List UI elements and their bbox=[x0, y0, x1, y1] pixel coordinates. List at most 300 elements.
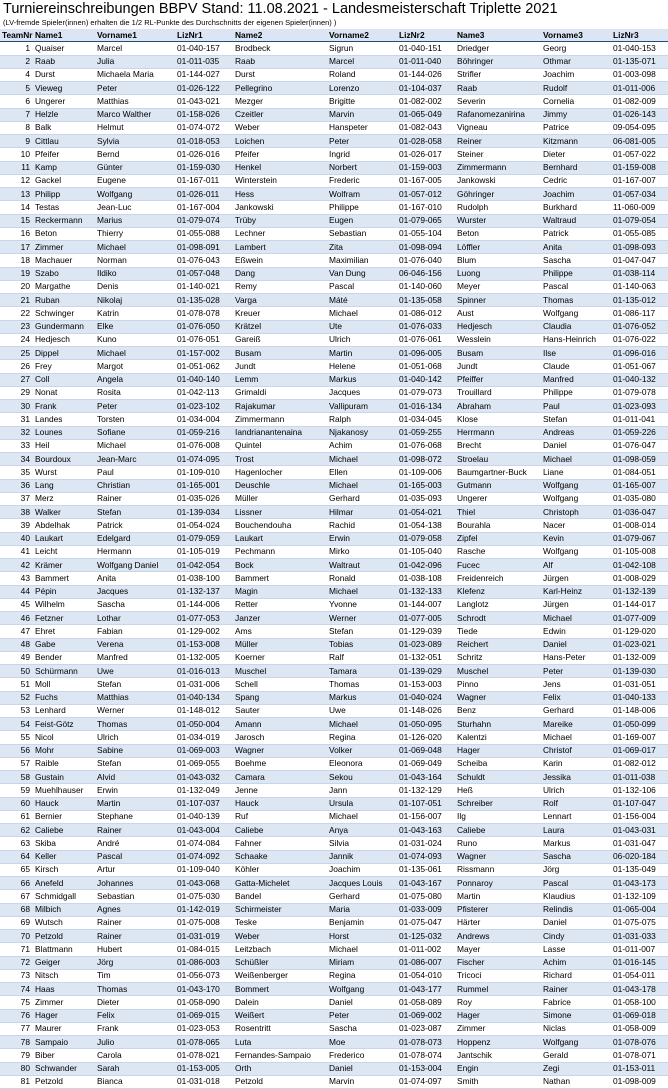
table-row bbox=[0, 784, 668, 797]
cell-team-number: 43 bbox=[0, 572, 33, 585]
cell-vorname2: Brigitte bbox=[327, 95, 397, 108]
cell-vorname1: Stefan bbox=[95, 757, 175, 770]
cell-team-number: 72 bbox=[0, 956, 33, 969]
cell-vorname3: Peter bbox=[541, 665, 611, 678]
cell-vorname2: Regina bbox=[327, 969, 397, 982]
cell-liznr1: 01-035-026 bbox=[175, 492, 233, 505]
cell-name1: Fuchs bbox=[33, 691, 95, 704]
cell-name3: Andrews bbox=[455, 930, 541, 943]
cell-liznr3: 01-023-021 bbox=[611, 638, 668, 651]
cell-vorname3: Claudia bbox=[541, 320, 611, 333]
cell-name3: Wagner bbox=[455, 850, 541, 863]
cell-liznr1: 01-023-053 bbox=[175, 1022, 233, 1035]
col-name1-header: Name1 bbox=[33, 29, 95, 42]
table-row bbox=[0, 1075, 668, 1088]
cell-liznr1: 01-109-040 bbox=[175, 863, 233, 876]
cell-name3: Zimmermann bbox=[455, 161, 541, 174]
cell-liznr2: 01-126-020 bbox=[397, 731, 455, 744]
cell-team-number: 79 bbox=[0, 1049, 33, 1062]
cell-liznr3: 01-082-012 bbox=[611, 757, 668, 770]
cell-name1: Nonat bbox=[33, 386, 95, 399]
cell-name3: Hager bbox=[455, 744, 541, 757]
cell-name3: Raab bbox=[455, 82, 541, 95]
cell-liznr1: 01-157-002 bbox=[175, 347, 233, 360]
cell-vorname1: Sofiane bbox=[95, 426, 175, 439]
cell-vorname2: Sigrun bbox=[327, 42, 397, 55]
cell-name2: Iandrianantenaina bbox=[233, 426, 327, 439]
cell-name1: Pépin bbox=[33, 585, 95, 598]
cell-name1: Wutsch bbox=[33, 916, 95, 929]
cell-vorname3: Burkhard bbox=[541, 201, 611, 214]
col-vorname2-header: Vorname2 bbox=[327, 29, 397, 42]
cell-name1: Nicol bbox=[33, 731, 95, 744]
table-row bbox=[0, 426, 668, 439]
cell-name1: Petzold bbox=[33, 1075, 95, 1088]
cell-team-number: 14 bbox=[0, 201, 33, 214]
cell-name1: Cittlau bbox=[33, 135, 95, 148]
col-teamnr-header: TeamNr bbox=[0, 29, 33, 42]
cell-liznr2: 06-046-156 bbox=[397, 267, 455, 280]
cell-vorname1: Fabian bbox=[95, 625, 175, 638]
cell-liznr2: 01-077-005 bbox=[397, 612, 455, 625]
cell-name2: Hess bbox=[233, 188, 327, 201]
cell-name2: Dalein bbox=[233, 996, 327, 1009]
cell-vorname2: Ralph bbox=[327, 413, 397, 426]
cell-team-number: 24 bbox=[0, 333, 33, 346]
cell-name1: Gabe bbox=[33, 638, 95, 651]
cell-name3: Bourahla bbox=[455, 519, 541, 532]
cell-team-number: 32 bbox=[0, 426, 33, 439]
table-row bbox=[0, 598, 668, 611]
cell-liznr3: 01-140-063 bbox=[611, 280, 668, 293]
cell-vorname1: Anita bbox=[95, 572, 175, 585]
cell-vorname2: Sekou bbox=[327, 771, 397, 784]
cell-liznr2: 01-026-017 bbox=[397, 148, 455, 161]
cell-name3: Tricoci bbox=[455, 969, 541, 982]
cell-vorname1: Bernd bbox=[95, 148, 175, 161]
cell-name3: Freidenreich bbox=[455, 572, 541, 585]
cell-name3: Reichert bbox=[455, 638, 541, 651]
table-row bbox=[0, 360, 668, 373]
table-row bbox=[0, 810, 668, 823]
cell-team-number: 42 bbox=[0, 559, 33, 572]
cell-liznr3: 01-098-009 bbox=[611, 1075, 668, 1088]
cell-name1: Laukart bbox=[33, 532, 95, 545]
cell-team-number: 75 bbox=[0, 996, 33, 1009]
cell-liznr2: 01-040-142 bbox=[397, 373, 455, 386]
cell-vorname2: Benjamin bbox=[327, 916, 397, 929]
table-row bbox=[0, 930, 668, 943]
cell-liznr1: 01-034-019 bbox=[175, 731, 233, 744]
cell-team-number: 49 bbox=[0, 651, 33, 664]
cell-liznr2: 01-156-007 bbox=[397, 810, 455, 823]
cell-name1: Milbich bbox=[33, 903, 95, 916]
cell-vorname3: Markus bbox=[541, 837, 611, 850]
cell-name2: Orth bbox=[233, 1062, 327, 1075]
cell-vorname1: Hermann bbox=[95, 545, 175, 558]
cell-liznr3: 01-036-047 bbox=[611, 506, 668, 519]
cell-name3: Hedjesch bbox=[455, 320, 541, 333]
cell-liznr2: 01-031-024 bbox=[397, 837, 455, 850]
table-row bbox=[0, 731, 668, 744]
cell-name2: Weber bbox=[233, 930, 327, 943]
table-row bbox=[0, 135, 668, 148]
cell-liznr3: 01-008-014 bbox=[611, 519, 668, 532]
cell-vorname1: Michael bbox=[95, 241, 175, 254]
cell-name1: Machauer bbox=[33, 254, 95, 267]
cell-team-number: 41 bbox=[0, 545, 33, 558]
cell-name3: Blum bbox=[455, 254, 541, 267]
table-row bbox=[0, 665, 668, 678]
cell-vorname1: Sylvia bbox=[95, 135, 175, 148]
cell-liznr1: 01-054-024 bbox=[175, 519, 233, 532]
cell-liznr2: 01-054-138 bbox=[397, 519, 455, 532]
cell-vorname2: Tamara bbox=[327, 665, 397, 678]
cell-vorname2: Michael bbox=[327, 943, 397, 956]
cell-vorname3: Hans-Heinrich bbox=[541, 333, 611, 346]
cell-liznr2: 01-159-003 bbox=[397, 161, 455, 174]
cell-liznr3: 01-043-173 bbox=[611, 877, 668, 890]
cell-vorname2: Hanspeter bbox=[327, 121, 397, 134]
cell-name2: Lambert bbox=[233, 241, 327, 254]
cell-name3: Stroelau bbox=[455, 453, 541, 466]
cell-liznr1: 01-059-216 bbox=[175, 426, 233, 439]
cell-liznr3: 01-075-075 bbox=[611, 916, 668, 929]
cell-vorname1: Jean-Marc bbox=[95, 453, 175, 466]
cell-liznr3: 01-107-047 bbox=[611, 797, 668, 810]
table-row bbox=[0, 744, 668, 757]
cell-name1: Schwinger bbox=[33, 307, 95, 320]
cell-name3: Caliebe bbox=[455, 824, 541, 837]
cell-vorname2: Jacques bbox=[327, 386, 397, 399]
cell-team-number: 25 bbox=[0, 347, 33, 360]
table-row bbox=[0, 161, 668, 174]
cell-liznr2: 01-153-003 bbox=[397, 678, 455, 691]
cell-liznr1: 01-023-102 bbox=[175, 400, 233, 413]
cell-liznr3: 01-086-117 bbox=[611, 307, 668, 320]
cell-liznr2: 01-011-040 bbox=[397, 55, 455, 68]
cell-name3: Böhringer bbox=[455, 55, 541, 68]
cell-team-number: 52 bbox=[0, 691, 33, 704]
cell-vorname3: Philippe bbox=[541, 267, 611, 280]
cell-name1: Dippel bbox=[33, 347, 95, 360]
cell-vorname2: Volker bbox=[327, 744, 397, 757]
cell-name1: Bernier bbox=[33, 810, 95, 823]
cell-liznr3: 01-026-143 bbox=[611, 108, 668, 121]
cell-vorname1: Michael bbox=[95, 439, 175, 452]
table-row bbox=[0, 347, 668, 360]
cell-name3: Rummel bbox=[455, 983, 541, 996]
cell-liznr3: 01-079-067 bbox=[611, 532, 668, 545]
cell-vorname2: Marcel bbox=[327, 55, 397, 68]
cell-liznr1: 01-050-004 bbox=[175, 718, 233, 731]
cell-name2: Dang bbox=[233, 267, 327, 280]
cell-name3: Severin bbox=[455, 95, 541, 108]
cell-vorname1: Jörg bbox=[95, 956, 175, 969]
cell-vorname3: Wolfgang bbox=[541, 479, 611, 492]
cell-vorname2: Eleonora bbox=[327, 757, 397, 770]
cell-liznr2: 01-040-024 bbox=[397, 691, 455, 704]
cell-vorname3: Cedric bbox=[541, 174, 611, 187]
cell-vorname2: Michael bbox=[327, 453, 397, 466]
cell-vorname2: Sascha bbox=[327, 1022, 397, 1035]
cell-name3: Rissmann bbox=[455, 863, 541, 876]
cell-team-number: 6 bbox=[0, 95, 33, 108]
cell-liznr1: 01-042-113 bbox=[175, 386, 233, 399]
cell-liznr1: 01-077-053 bbox=[175, 612, 233, 625]
cell-liznr1: 01-011-035 bbox=[175, 55, 233, 68]
table-row bbox=[0, 572, 668, 585]
cell-name3: Brecht bbox=[455, 439, 541, 452]
cell-name3: Muschel bbox=[455, 665, 541, 678]
cell-liznr2: 01-153-004 bbox=[397, 1062, 455, 1075]
cell-vorname1: Sebastian bbox=[95, 890, 175, 903]
cell-name3: Runo bbox=[455, 837, 541, 850]
cell-liznr1: 01-026-122 bbox=[175, 82, 233, 95]
cell-name1: Hedjesch bbox=[33, 333, 95, 346]
cell-name3: Fucec bbox=[455, 559, 541, 572]
cell-name1: Bammert bbox=[33, 572, 95, 585]
cell-vorname3: Edwin bbox=[541, 625, 611, 638]
cell-liznr1: 01-132-005 bbox=[175, 651, 233, 664]
table-row bbox=[0, 227, 668, 240]
cell-name2: Caliebe bbox=[233, 824, 327, 837]
cell-name1: Schürmann bbox=[33, 665, 95, 678]
table-row bbox=[0, 691, 668, 704]
cell-liznr3: 01-008-029 bbox=[611, 572, 668, 585]
cell-name1: Hauck bbox=[33, 797, 95, 810]
table-row bbox=[0, 148, 668, 161]
table-row bbox=[0, 983, 668, 996]
cell-liznr3: 01-057-034 bbox=[611, 188, 668, 201]
cell-vorname2: Michael bbox=[327, 585, 397, 598]
cell-liznr1: 01-105-019 bbox=[175, 545, 233, 558]
cell-team-number: 34 bbox=[0, 453, 33, 466]
cell-vorname2: Martin bbox=[327, 347, 397, 360]
cell-name1: Lang bbox=[33, 479, 95, 492]
cell-name1: Ruban bbox=[33, 294, 95, 307]
cell-liznr3: 01-031-047 bbox=[611, 837, 668, 850]
cell-name3: Engin bbox=[455, 1062, 541, 1075]
cell-name2: Pfeifer bbox=[233, 148, 327, 161]
cell-vorname1: Manfred bbox=[95, 651, 175, 664]
cell-name3: Langlotz bbox=[455, 598, 541, 611]
cell-vorname2: Máté bbox=[327, 294, 397, 307]
cell-liznr3: 01-076-047 bbox=[611, 439, 668, 452]
cell-name1: Lounes bbox=[33, 426, 95, 439]
cell-name2: Bommert bbox=[233, 983, 327, 996]
cell-liznr1: 01-043-032 bbox=[175, 771, 233, 784]
cell-liznr1: 01-043-004 bbox=[175, 824, 233, 837]
cell-vorname3: Simone bbox=[541, 1009, 611, 1022]
table-row bbox=[0, 638, 668, 651]
cell-name1: Raible bbox=[33, 757, 95, 770]
cell-vorname1: Thomas bbox=[95, 718, 175, 731]
cell-name3: Jundt bbox=[455, 360, 541, 373]
cell-name1: Testas bbox=[33, 201, 95, 214]
cell-name2: Lechner bbox=[233, 227, 327, 240]
table-row bbox=[0, 82, 668, 95]
cell-liznr2: 01-054-021 bbox=[397, 506, 455, 519]
cell-vorname3: Cornelia bbox=[541, 95, 611, 108]
cell-team-number: 4 bbox=[0, 68, 33, 81]
cell-vorname3: Richard bbox=[541, 969, 611, 982]
cell-name2: Fernandes-Sampaio bbox=[233, 1049, 327, 1062]
cell-team-number: 45 bbox=[0, 598, 33, 611]
cell-name2: Luta bbox=[233, 1036, 327, 1049]
cell-name3: Meyer bbox=[455, 280, 541, 293]
cell-vorname2: Zita bbox=[327, 241, 397, 254]
cell-name1: Quaiser bbox=[33, 42, 95, 55]
cell-liznr2: 01-104-037 bbox=[397, 82, 455, 95]
cell-liznr2: 01-050-095 bbox=[397, 718, 455, 731]
cell-name3: Schuldt bbox=[455, 771, 541, 784]
cell-vorname3: Joachim bbox=[541, 188, 611, 201]
cell-liznr3: 01-169-007 bbox=[611, 731, 668, 744]
cell-name2: Müller bbox=[233, 492, 327, 505]
cell-name3: Zipfel bbox=[455, 532, 541, 545]
cell-vorname3: Paul bbox=[541, 400, 611, 413]
cell-name2: Schirmeister bbox=[233, 903, 327, 916]
page-title: Turniereinschreibungen BBPV Stand: 11.08.2021 - Landesmeisterschaft Triplette 2021 bbox=[3, 1, 558, 17]
cell-vorname3: Lennart bbox=[541, 810, 611, 823]
cell-vorname2: Peter bbox=[327, 135, 397, 148]
cell-liznr1: 01-148-012 bbox=[175, 704, 233, 717]
cell-liznr1: 01-086-003 bbox=[175, 956, 233, 969]
table-row bbox=[0, 704, 668, 717]
cell-vorname3: Patrice bbox=[541, 121, 611, 134]
cell-team-number: 23 bbox=[0, 320, 33, 333]
cell-name1: Fetzner bbox=[33, 612, 95, 625]
cell-team-number: 29 bbox=[0, 386, 33, 399]
table-row bbox=[0, 68, 668, 81]
cell-liznr3: 01-165-007 bbox=[611, 479, 668, 492]
cell-vorname2: Ute bbox=[327, 320, 397, 333]
cell-vorname1: Patrick bbox=[95, 519, 175, 532]
cell-liznr1: 01-076-051 bbox=[175, 333, 233, 346]
cell-vorname1: Dieter bbox=[95, 996, 175, 1009]
cell-team-number: 13 bbox=[0, 188, 33, 201]
cell-name3: Mayer bbox=[455, 943, 541, 956]
cell-liznr3: 01-153-011 bbox=[611, 1062, 668, 1075]
cell-liznr2: 01-059-255 bbox=[397, 426, 455, 439]
cell-name2: Gatta-Michelet bbox=[233, 877, 327, 890]
cell-liznr1: 01-034-004 bbox=[175, 413, 233, 426]
cell-name1: Gundermann bbox=[33, 320, 95, 333]
cell-vorname3: Fabrice bbox=[541, 996, 611, 1009]
cell-name3: Fischer bbox=[455, 956, 541, 969]
cell-vorname3: Thomas bbox=[541, 294, 611, 307]
cell-liznr3: 01-043-031 bbox=[611, 824, 668, 837]
cell-vorname2: Stefan bbox=[327, 625, 397, 638]
cell-vorname1: Frank bbox=[95, 1022, 175, 1035]
cell-liznr3: 01-003-098 bbox=[611, 68, 668, 81]
table-row bbox=[0, 850, 668, 863]
col-vorname3-header: Vorname3 bbox=[541, 29, 611, 42]
cell-team-number: 5 bbox=[0, 82, 33, 95]
cell-name2: Remy bbox=[233, 280, 327, 293]
cell-vorname2: Marvin bbox=[327, 108, 397, 121]
cell-name3: Jankowski bbox=[455, 174, 541, 187]
table-row bbox=[0, 254, 668, 267]
cell-name1: Schmidgall bbox=[33, 890, 95, 903]
cell-name2: Hauck bbox=[233, 797, 327, 810]
cell-vorname2: Jann bbox=[327, 784, 397, 797]
cell-name2: Lemm bbox=[233, 373, 327, 386]
table-row bbox=[0, 585, 668, 598]
cell-liznr2: 01-129-039 bbox=[397, 625, 455, 638]
cell-name1: Lenhard bbox=[33, 704, 95, 717]
cell-name2: Trüby bbox=[233, 214, 327, 227]
cell-vorname2: Michael bbox=[327, 810, 397, 823]
cell-liznr2: 01-023-089 bbox=[397, 638, 455, 651]
cell-vorname3: Sascha bbox=[541, 254, 611, 267]
cell-liznr1: 01-144-027 bbox=[175, 68, 233, 81]
cell-liznr2: 01-107-051 bbox=[397, 797, 455, 810]
cell-vorname3: Jessika bbox=[541, 771, 611, 784]
cell-liznr3: 01-079-078 bbox=[611, 386, 668, 399]
cell-name1: Merz bbox=[33, 492, 95, 505]
cell-name2: Fahner bbox=[233, 837, 327, 850]
cell-name1: Helzle bbox=[33, 108, 95, 121]
cell-liznr1: 01-076-050 bbox=[175, 320, 233, 333]
cell-team-number: 68 bbox=[0, 903, 33, 916]
cell-name3: Vigneau bbox=[455, 121, 541, 134]
cell-name3: Heß bbox=[455, 784, 541, 797]
table-row bbox=[0, 121, 668, 134]
cell-liznr1: 01-075-030 bbox=[175, 890, 233, 903]
cell-vorname1: Wolfgang Daniel bbox=[95, 559, 175, 572]
table-row bbox=[0, 969, 668, 982]
cell-name2: Czeitler bbox=[233, 108, 327, 121]
cell-vorname3: Michael bbox=[541, 612, 611, 625]
cell-liznr2: 01-075-080 bbox=[397, 890, 455, 903]
cell-vorname3: Anita bbox=[541, 241, 611, 254]
cell-name3: Wagner bbox=[455, 691, 541, 704]
cell-vorname2: Wolfgang bbox=[327, 983, 397, 996]
cell-vorname2: Roland bbox=[327, 68, 397, 81]
cell-vorname3: Gerald bbox=[541, 1049, 611, 1062]
cell-name2: Eßwein bbox=[233, 254, 327, 267]
table-row bbox=[0, 545, 668, 558]
cell-vorname3: Daniel bbox=[541, 638, 611, 651]
table-row bbox=[0, 625, 668, 638]
table-row bbox=[0, 916, 668, 929]
cell-name1: Ungerer bbox=[33, 95, 95, 108]
cell-name1: Kamp bbox=[33, 161, 95, 174]
cell-vorname1: Marius bbox=[95, 214, 175, 227]
table-row bbox=[0, 214, 668, 227]
cell-vorname2: Marvin bbox=[327, 1075, 397, 1088]
cell-name1: Sampaio bbox=[33, 1036, 95, 1049]
cell-name2: Leitzbach bbox=[233, 943, 327, 956]
cell-liznr3: 01-132-109 bbox=[611, 890, 668, 903]
table-row bbox=[0, 320, 668, 333]
cell-name3: Herrmann bbox=[455, 426, 541, 439]
cell-liznr3: 01-054-011 bbox=[611, 969, 668, 982]
cell-vorname3: Rainer bbox=[541, 983, 611, 996]
cell-name2: Weißert bbox=[233, 1009, 327, 1022]
cell-liznr2: 01-132-133 bbox=[397, 585, 455, 598]
cell-team-number: 9 bbox=[0, 135, 33, 148]
cell-liznr1: 01-018-053 bbox=[175, 135, 233, 148]
cell-vorname3: Andreas bbox=[541, 426, 611, 439]
cell-name2: Jankowski bbox=[233, 201, 327, 214]
cell-liznr3: 01-043-178 bbox=[611, 983, 668, 996]
cell-vorname3: Stefan bbox=[541, 413, 611, 426]
cell-name2: Ruf bbox=[233, 810, 327, 823]
cell-liznr3: 01-038-114 bbox=[611, 267, 668, 280]
